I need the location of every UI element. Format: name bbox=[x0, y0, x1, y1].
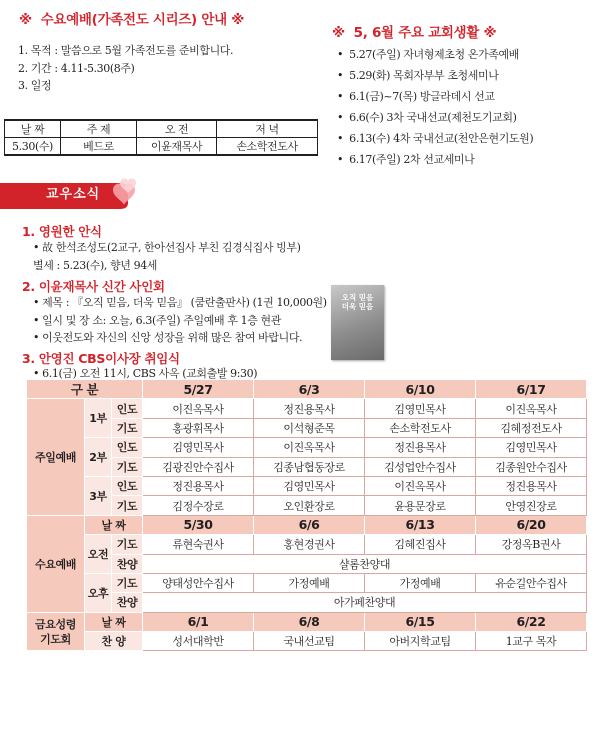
news-body-2 bbox=[33, 294, 327, 347]
role-label: 기도 bbox=[112, 418, 143, 437]
cell: 김정수장로 bbox=[143, 496, 254, 515]
table-header-row bbox=[5, 120, 318, 138]
cell: 성서대학반 bbox=[143, 632, 254, 651]
book-title-line: 더욱 믿음 bbox=[341, 302, 374, 311]
news-body-1 bbox=[33, 239, 301, 274]
cell: 이윤재목사 bbox=[137, 138, 217, 156]
friday-label bbox=[27, 612, 85, 651]
friday-label-line: 금요성령 bbox=[35, 617, 76, 631]
news-heading-3: 3. 안영진 CBS이사장 취임식 bbox=[22, 351, 180, 366]
list-item: • 6.17(주일) 2차 선교세미나 bbox=[337, 149, 533, 170]
cell: 베드로 bbox=[61, 138, 137, 156]
role-label: 인도 bbox=[112, 476, 143, 495]
date-cell: 6/17 bbox=[476, 380, 587, 399]
date-cell: 6/13 bbox=[365, 515, 476, 534]
cell: 손소학전도사 bbox=[365, 418, 476, 437]
duty-roster-table bbox=[26, 379, 587, 651]
church-events-title: ※ 5, 6월 주요 교회생활 ※ bbox=[332, 25, 497, 41]
pm-label: 오후 bbox=[85, 573, 112, 612]
cell: 이석형준목 bbox=[254, 418, 365, 437]
cell: 이진옥목사 bbox=[143, 399, 254, 418]
cell: 국내선교팀 bbox=[254, 632, 365, 651]
cell: 김종원안수집사 bbox=[476, 457, 587, 476]
date-cell: 6/1 bbox=[143, 612, 254, 631]
cell: 유순길안수집사 bbox=[476, 573, 587, 592]
cell: 1교구 목자 bbox=[476, 632, 587, 651]
cell: 안영진장로 bbox=[476, 496, 587, 515]
news-line: • 제목 : 『오직 믿음, 더욱 믿음』 (쿰란출판사) (1권 10,000원) bbox=[33, 296, 327, 309]
news-banner-label: 교우소식 bbox=[46, 187, 101, 202]
table-row bbox=[27, 399, 587, 418]
role-label: 찬 양 bbox=[85, 632, 143, 651]
date-cell: 5/27 bbox=[143, 380, 254, 399]
cell: 정진용목사 bbox=[476, 476, 587, 495]
date-cell: 6/6 bbox=[254, 515, 365, 534]
cell: 김성업안수집사 bbox=[365, 457, 476, 476]
role-label: 기도 bbox=[112, 573, 143, 592]
role-label: 인도 bbox=[112, 399, 143, 418]
service-label: 1부 bbox=[85, 399, 112, 438]
am-label: 오전 bbox=[85, 535, 112, 574]
cell: 정진용목사 bbox=[365, 438, 476, 457]
news-line: 별세 : 5.23(수), 향년 94세 bbox=[33, 258, 158, 272]
list-item: • 6.1(금)~7(목) 방글라데시 선교 bbox=[337, 86, 533, 107]
table-row bbox=[27, 515, 587, 534]
sunday-label: 주일예배 bbox=[27, 399, 85, 515]
table-row bbox=[27, 535, 587, 554]
wednesday-label: 수요예배 bbox=[27, 515, 85, 612]
cell: 이진옥목사 bbox=[254, 438, 365, 457]
cell: 오인환장로 bbox=[254, 496, 365, 515]
cell: 윤용문장로 bbox=[365, 496, 476, 515]
date-cell: 6/8 bbox=[254, 612, 365, 631]
cell: 아가페찬양대 bbox=[143, 593, 587, 612]
news-line: • 6.1(금) 오전 11시, CBS 사옥 (교회출발 9:30) bbox=[33, 367, 258, 380]
table-row bbox=[27, 573, 587, 592]
table-row bbox=[27, 476, 587, 495]
header-cell: 저 녁 bbox=[217, 120, 318, 138]
notice-line: 2. 기간 : 4.11-5.30(8주) bbox=[18, 61, 135, 75]
cell: 김종남협동장로 bbox=[254, 457, 365, 476]
cell: 김영민목사 bbox=[143, 438, 254, 457]
role-label: 기도 bbox=[112, 457, 143, 476]
service-label: 3부 bbox=[85, 476, 112, 515]
service-label: 2부 bbox=[85, 438, 112, 477]
cell: 김영민목사 bbox=[254, 476, 365, 495]
date-cell: 6/3 bbox=[254, 380, 365, 399]
news-line: • 故 한석조성도(2교구, 한아선집사 부친 김경식집사 빙부) bbox=[33, 241, 301, 254]
cell: 정진용목사 bbox=[254, 399, 365, 418]
list-item: • 6.6(수) 3차 국내선교(제천도기교회) bbox=[337, 107, 533, 128]
date-cell: 6/22 bbox=[476, 612, 587, 631]
worship-notice-body bbox=[18, 42, 233, 95]
cell: 김혜진집사 bbox=[365, 535, 476, 554]
date-cell: 5/30 bbox=[143, 515, 254, 534]
cell: 홍현경권사 bbox=[254, 535, 365, 554]
list-item: • 6.13(수) 4차 국내선교(천안은현기도원) bbox=[337, 128, 533, 149]
cell: 김혜정전도사 bbox=[476, 418, 587, 437]
role-label: 기도 bbox=[112, 496, 143, 515]
header-cell: 날 짜 bbox=[5, 120, 61, 138]
book-title-line: 오직 믿음 bbox=[341, 293, 374, 302]
news-line: • 이웃전도와 자신의 신앙 성장을 위해 많은 참여 바랍니다. bbox=[33, 331, 303, 344]
cell: 가정예배 bbox=[365, 573, 476, 592]
notice-line: 1. 목적 : 말씀으로 5월 가족전도를 준비합니다. bbox=[18, 44, 234, 57]
cell: 이진옥목사 bbox=[365, 476, 476, 495]
header-cell: 주 제 bbox=[61, 120, 137, 138]
book-cover-image bbox=[331, 285, 384, 360]
date-cell: 6/20 bbox=[476, 515, 587, 534]
cell: 류현숙권사 bbox=[143, 535, 254, 554]
list-item: • 5.27(주일) 자녀형제초청 온가족예배 bbox=[337, 44, 533, 65]
cell: 김영민목사 bbox=[476, 438, 587, 457]
date-cell: 6/10 bbox=[365, 380, 476, 399]
cell: 홍광휘목사 bbox=[143, 418, 254, 437]
cell: 정진용목사 bbox=[143, 476, 254, 495]
role-label: 기도 bbox=[112, 535, 143, 554]
cell: 김영민목사 bbox=[365, 399, 476, 418]
table-row bbox=[27, 632, 587, 651]
date-cell: 6/15 bbox=[365, 612, 476, 631]
cell: 샬롬찬양대 bbox=[143, 554, 587, 573]
cell: 강정옥B권사 bbox=[476, 535, 587, 554]
church-events-list bbox=[337, 44, 533, 170]
header-cell: 오 전 bbox=[137, 120, 217, 138]
cell: 5.30(수) bbox=[5, 138, 61, 156]
role-label: 찬양 bbox=[112, 593, 143, 612]
table-row bbox=[5, 138, 318, 156]
news-heading-1: 1. 영원한 안식 bbox=[22, 224, 102, 239]
cell: 이진옥목사 bbox=[476, 399, 587, 418]
cell: 양태성안수집사 bbox=[143, 573, 254, 592]
cell: 아버지학교팀 bbox=[365, 632, 476, 651]
news-heading-2: 2. 이윤재목사 신간 사인회 bbox=[22, 279, 165, 294]
friday-label-line: 기도회 bbox=[40, 632, 71, 646]
role-label: 찬양 bbox=[112, 554, 143, 573]
table-row bbox=[27, 612, 587, 631]
date-label: 날 짜 bbox=[85, 515, 143, 534]
series-schedule-table bbox=[4, 119, 318, 156]
cell: 김광진안수집사 bbox=[143, 457, 254, 476]
worship-notice-title: ※ 수요예배(가족전도 시리즈) 안내 ※ bbox=[19, 12, 245, 28]
table-row bbox=[27, 438, 587, 457]
role-label: 인도 bbox=[112, 438, 143, 457]
date-label: 날 짜 bbox=[85, 612, 143, 631]
notice-line: 3. 일정 bbox=[18, 79, 52, 92]
cell: 손소학전도사 bbox=[217, 138, 318, 156]
cell: 가정예배 bbox=[254, 573, 365, 592]
list-item: • 5.29(화) 목회자부부 초청세미나 bbox=[337, 65, 533, 86]
table-header-row bbox=[27, 380, 587, 399]
news-line: • 일시 및 장 소: 오늘, 6.3(주일) 주일예배 후 1층 현관 bbox=[33, 313, 281, 327]
corner-cell: 구 분 bbox=[27, 380, 143, 399]
